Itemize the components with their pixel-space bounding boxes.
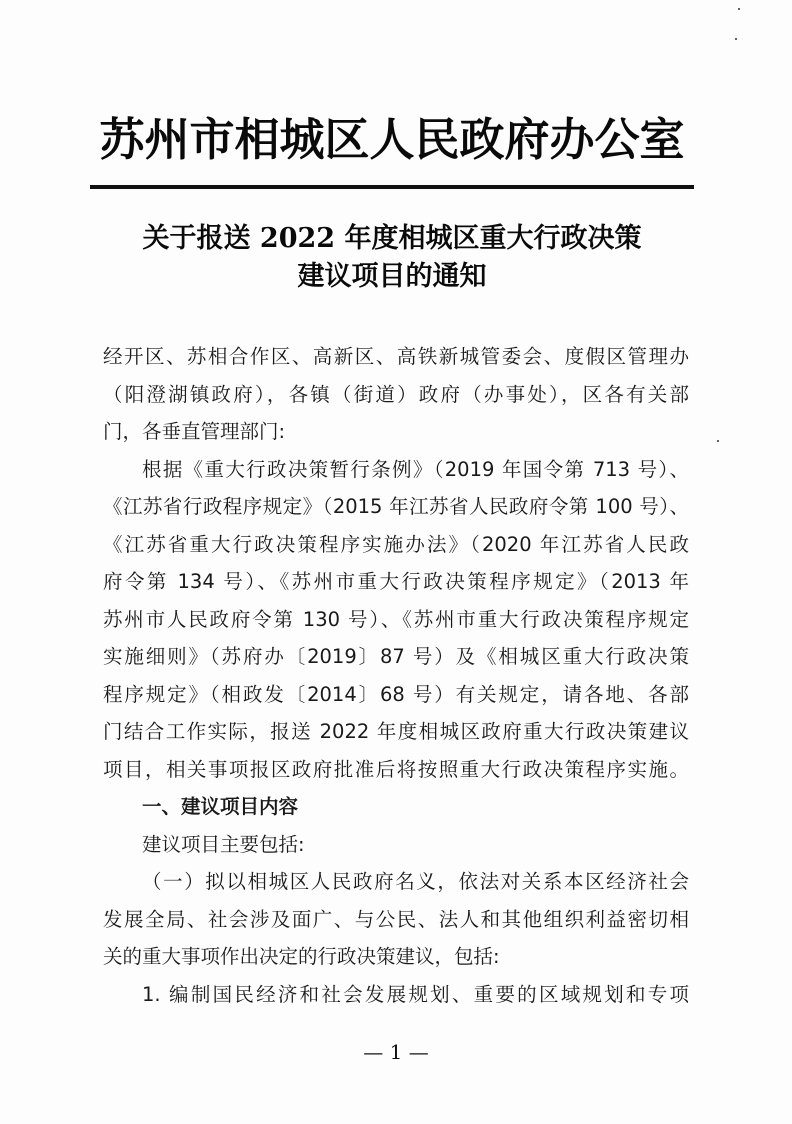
document-title-line-1: 关于报送 2022 年度相城区重大行政决策 xyxy=(142,223,642,254)
body-line: 《江苏省重大行政决策程序实施办法》（2020 年江苏省人民政 xyxy=(103,532,689,556)
body-line: 实施细则》（苏府办〔2019〕87 号）及《相城区重大行政决策 xyxy=(103,645,689,668)
document-title xyxy=(90,220,694,296)
page-number: — 1 — xyxy=(363,1040,429,1064)
body-line: 项目，相关事项报区政府批准后将按照重大行政决策程序实施。 xyxy=(103,757,689,781)
body-line: 门，各垂直管理部门: xyxy=(103,420,286,443)
document-title-line-2: 建议项目的通知 xyxy=(297,261,487,292)
section-heading: 一、建议项目内容 xyxy=(142,795,299,818)
body-line: 根据《重大行政决策暂行条例》（2019 年国令第 713 号）、 xyxy=(142,457,689,481)
body-line: 府令第 134 号）、《苏州市重大行政决策程序规定》（2013 年 xyxy=(103,570,689,593)
scan-speck xyxy=(738,8,740,10)
body-line: （一）拟以相城区人民政府名义，依法对关系本区经济社会 xyxy=(142,870,689,893)
scan-speck xyxy=(735,38,737,40)
body-line: 门结合工作实际，报送 2022 年度相城区政府重大行政决策建议 xyxy=(103,720,689,743)
issuer-header: 苏州市相城区人民政府办公室 xyxy=(99,113,685,166)
scan-speck xyxy=(717,440,719,442)
document-body xyxy=(103,338,689,1013)
body-line: 发展全局、社会涉及面广、与公民、法人和其他组织利益密切相 xyxy=(103,907,689,931)
body-line: 1. 编制国民经济和社会发展规划、重要的区域规划和专项 xyxy=(142,982,689,1006)
header-divider xyxy=(90,185,694,189)
body-line: 关的重大事项作出决定的行政决策建议，包括: xyxy=(103,945,500,968)
body-line: 经开区、苏相合作区、高新区、高铁新城管委会、度假区管理办 xyxy=(103,345,689,368)
body-line: 苏州市人民政府令第 130 号）、《苏州市重大行政决策程序规定 xyxy=(103,607,689,631)
body-line: 程序规定》（相政发〔2014〕68 号）有关规定，请各地、各部 xyxy=(103,682,689,706)
body-line: 建议项目主要包括: xyxy=(142,832,305,856)
body-line: （阳澄湖镇政府），各镇（街道）政府（办事处），区各有关部 xyxy=(103,382,689,406)
body-line: 《江苏省行政程序规定》（2015 年江苏省人民政府令第 100 号）、 xyxy=(103,495,689,518)
